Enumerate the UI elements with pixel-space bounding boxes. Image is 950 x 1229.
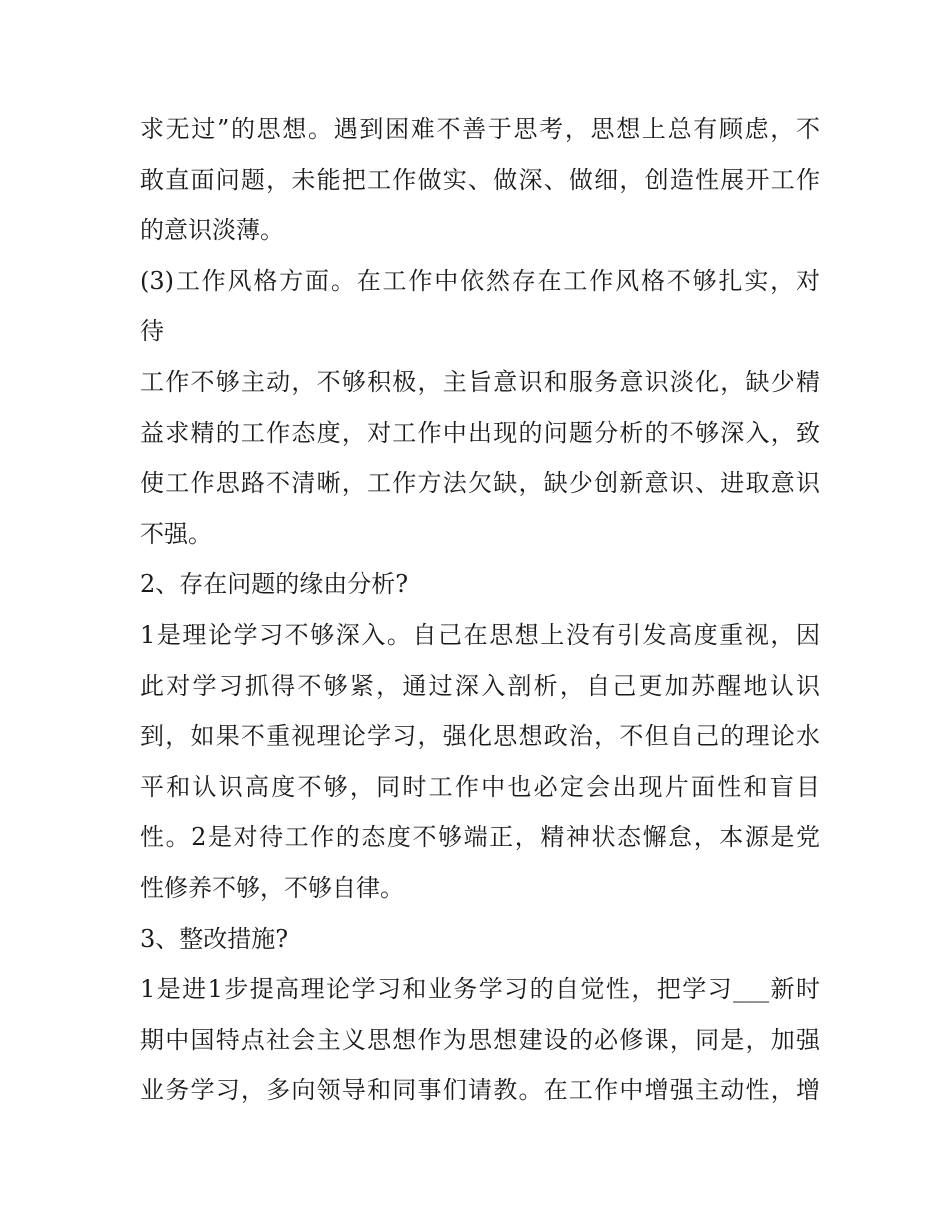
section-heading: 3、整改措施? [140,924,289,953]
text-line: 1是进1步提高理论学习和业务学习的自觉性，把学习___新时 [140,975,820,1004]
text-line: 益求精的工作态度，对工作中出现的问题分析的不够深入，致 [140,418,820,447]
text-line: 性。2是对待工作的态度不够端正，精神状态懈怠，本源是党 [140,823,820,852]
document-body [140,104,820,1116]
text-line: (3)工作风格方面。在工作中依然存在工作风格不够扎实，对 [140,266,820,295]
text-line: 此对学习抓得不够紧，通过深入剖析，自己更加苏醒地认识 [140,671,820,700]
text-line: 求无过”的思想。遇到困难不善于思考，思想上总有顾虑，不 [140,115,820,143]
text-line: 的意识淡薄。 [140,216,284,245]
section-heading: 2、存在问题的缘由分析? [140,570,409,599]
text-line: 工作不够主动，不够积极，主旨意识和服务意识淡化，缺少精 [140,367,820,396]
text-line: 平和认识高度不够，同时工作中也必定会出现片面性和盲目 [140,772,820,801]
text-line: 性修养不够，不够自律。 [140,873,404,902]
text-line: 1是理论学习不够深入。自己在思想上没有引发高度重视，因 [140,620,820,649]
text-line: 到，如果不重视理论学习，强化思想政治，不但自己的理论水 [140,722,820,751]
text-line: 使工作思路不清晰，工作方法欠缺，缺少创新意识、进取意识 [140,469,820,498]
text-line: 不强。 [140,519,212,548]
text-line: 敢直面问题，未能把工作做实、做深、做细，创造性展开工作 [140,165,820,194]
text-line: 业务学习，多向领导和同事们请教。在工作中增强主动性，增 [140,1076,820,1105]
text-line: 期中国特点社会主义思想作为思想建设的必修课，同是，加强 [140,1025,820,1054]
text-line: 待 [140,317,164,346]
